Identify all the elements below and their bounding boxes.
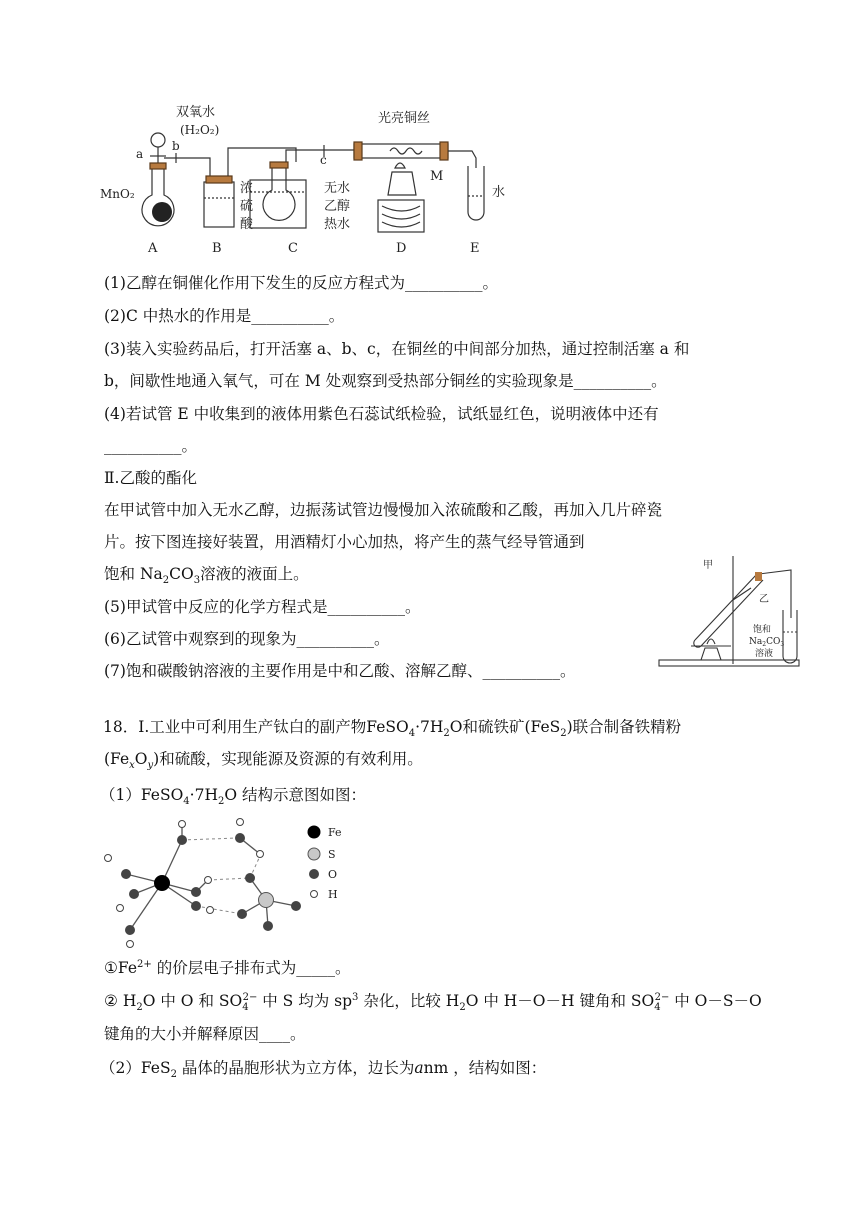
- h2o2-label: 双氧水: [176, 105, 216, 120]
- question-5: (5)甲试管中反应的化学方程式是__________。: [104, 598, 421, 616]
- feso4-structure-diagram: [100, 818, 370, 948]
- question-4-line1: (4)若试管 E 中收集到的液体用紫色石蕊试纸检验，试纸显红色，说明液体中还有: [104, 405, 659, 423]
- tube-jia-label: 甲: [703, 560, 713, 571]
- item-2-line2: 键角的大小并解释原因____。: [104, 1025, 306, 1043]
- ethanol-label-1: 无水: [324, 181, 351, 196]
- valve-c-label: c: [320, 153, 327, 167]
- mno2-label: MnO₂: [100, 187, 135, 201]
- paragraph-line3: 饱和 $Na_2CO_3$溶液的液面上。: [104, 565, 309, 587]
- subquestion-2: （2）FeS$_2$ 晶体的晶胞形状为立方体，边长为anm ，结构如图：: [100, 1059, 547, 1081]
- item-2-line1: ② $H_2O$ 中 O 和 $SO_4^{2-}$ 中 S 均为 $sp^3$ 杂化，比较 $H_2O$ 中 H－O－H 键角和 $SO_4^{2-}$ 中 O－S－O: [104, 991, 762, 1014]
- legend-o: O: [328, 868, 338, 881]
- esterification-apparatus: [655, 548, 825, 672]
- ethanol-oxidation-apparatus: [100, 100, 520, 260]
- question-18-line1: 18．Ⅰ.工业中可利用生产钛白的副产物$FeSO_4\cdot 7H_2O$和硫铁矿(FeS$_2$)联合制备铁精粉: [103, 718, 682, 740]
- legend-h: H: [328, 888, 338, 901]
- letter-d: D: [396, 241, 407, 256]
- question-4-line2: __________。: [104, 437, 198, 455]
- h2o2-formula: (H₂O₂): [180, 123, 220, 137]
- valve-a-label: a: [136, 147, 144, 161]
- copper-label: 光亮铜丝: [378, 111, 431, 126]
- letter-b: B: [212, 241, 222, 256]
- paragraph-line1: 在甲试管中加入无水乙醇，边振荡试管边慢慢加入浓硫酸和乙酸，再加入几片碎瓷: [104, 501, 663, 519]
- conc-label-1: 浓: [240, 181, 254, 196]
- question-1: (1)乙醇在铜催化作用下发生的反应方程式为__________。: [104, 274, 498, 292]
- legend-s: S: [328, 848, 336, 861]
- solution-label: 溶液: [755, 649, 774, 659]
- conc-label-3: 酸: [240, 217, 254, 232]
- question-18-line2: $(Fe_xO_y)$和硫酸，实现能源及资源的有效利用。: [104, 750, 423, 772]
- tube-yi-label: 乙: [759, 594, 769, 605]
- letter-a: A: [148, 241, 158, 256]
- letter-e: E: [470, 241, 480, 256]
- question-6: (6)乙试管中观察到的现象为__________。: [104, 630, 390, 648]
- saturated-label: 饱和: [753, 625, 772, 635]
- na2co3-label: $Na_2CO_3$: [749, 637, 785, 648]
- legend-fe: Fe: [328, 826, 342, 839]
- question-2: (2)C 中热水的作用是__________。: [104, 307, 345, 325]
- ethanol-label-2: 乙醇: [324, 199, 351, 214]
- question-3-line2: b，间歇性地通入氧气，可在 M 处观察到受热部分铜丝的实验现象是__________。: [104, 372, 667, 390]
- conc-label-2: 硫: [240, 199, 254, 214]
- question-7: (7)饱和碳酸钠溶液的主要作用是中和乙酸、溶解乙醇、__________。: [104, 662, 576, 680]
- ethanol-label-3: 热水: [324, 217, 351, 232]
- section-2-heading: Ⅱ.乙酸的酯化: [104, 469, 197, 487]
- question-3-line1: (3)装入实验药品后，打开活塞 a、b、c，在铜丝的中间部分加热，通过控制活塞 a 和: [104, 340, 690, 358]
- paragraph-line2: 片。按下图连接好装置，用酒精灯小心加热，将产生的蒸气经导管通到: [104, 533, 585, 551]
- item-1: $①Fe^{2+}$ 的价层电子排布式为_____。: [104, 958, 351, 977]
- m-label: M: [430, 169, 444, 184]
- letter-c: C: [288, 241, 298, 256]
- water-label: 水: [492, 185, 506, 200]
- subquestion-1: $(1)FeSO_4\cdot 7H_2O$ 结构示意图如图：: [100, 786, 366, 808]
- valve-b-label: b: [172, 139, 180, 153]
